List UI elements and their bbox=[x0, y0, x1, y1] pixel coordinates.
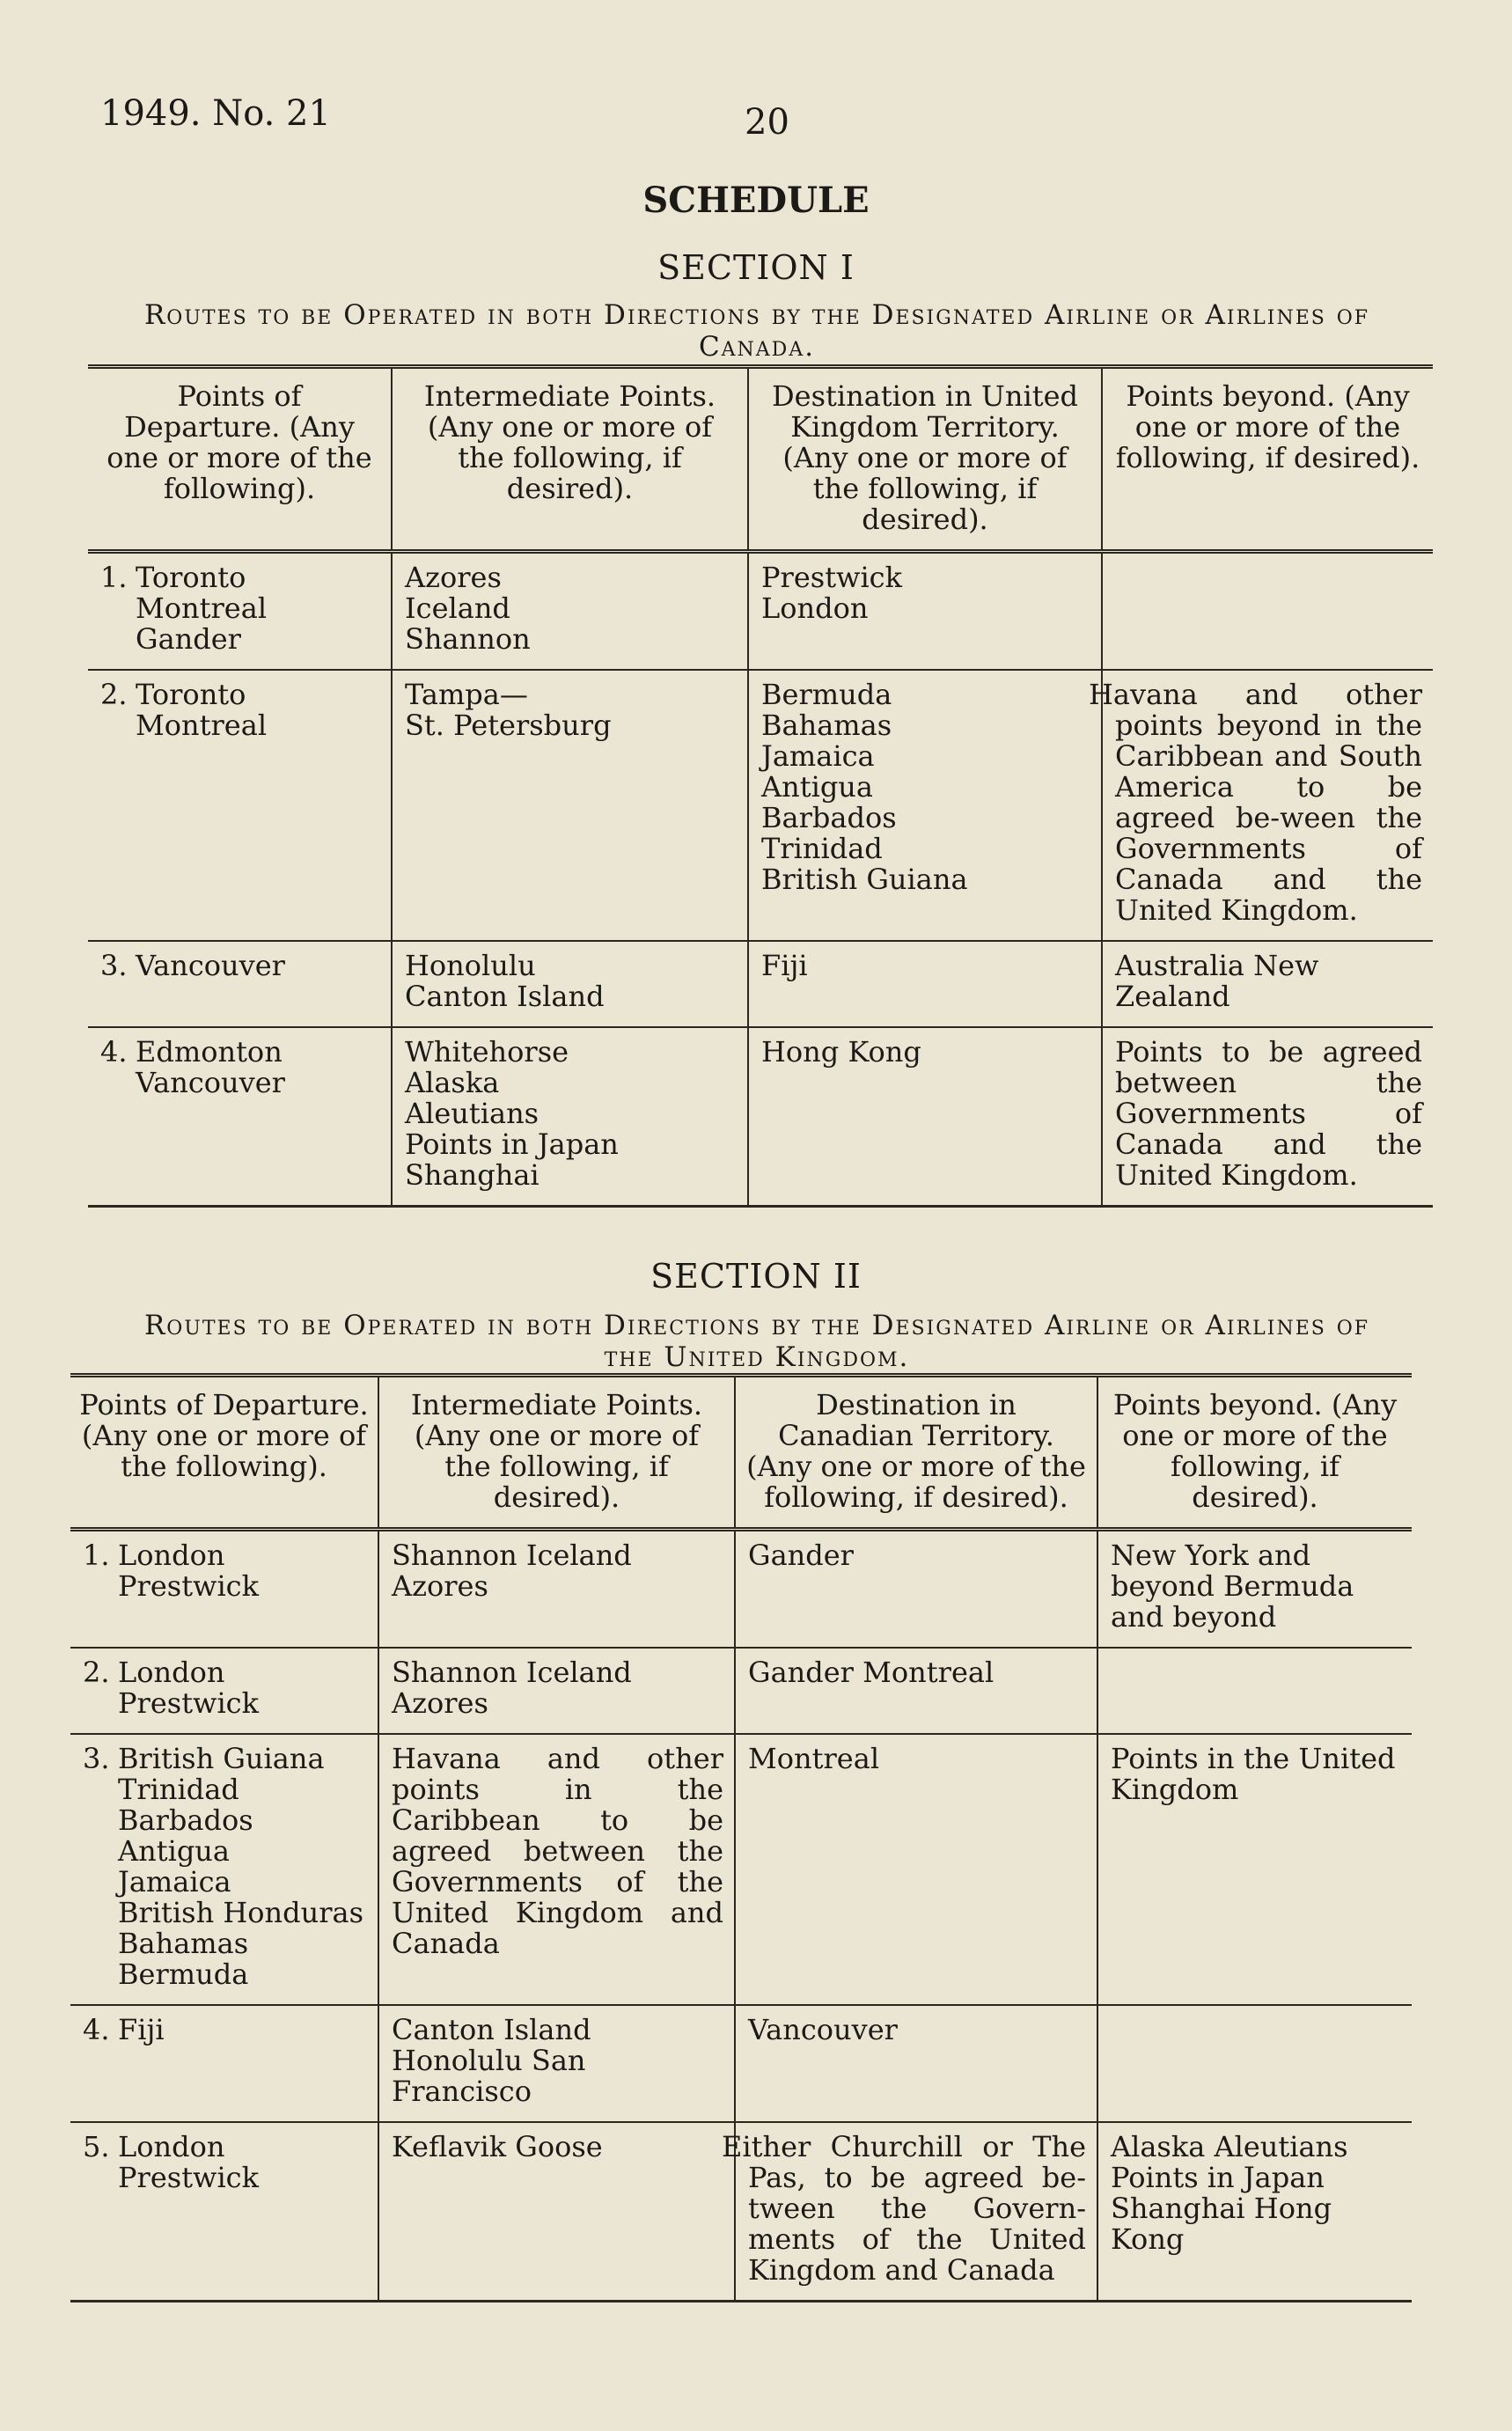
departure-point: Montreal bbox=[136, 709, 268, 742]
departure-point: Prestwick bbox=[118, 2161, 259, 2194]
departure-cell bbox=[70, 1734, 378, 2005]
header-intermediate: Intermediate Points. (Any one or more of the following, if desired). bbox=[378, 1376, 735, 1530]
departure-point: Vancouver bbox=[136, 949, 285, 982]
intermediate-point: Tampa— bbox=[405, 678, 528, 711]
departure-point: British Honduras bbox=[118, 1896, 364, 1929]
row-number: 4. bbox=[100, 1035, 128, 1069]
table-row bbox=[88, 552, 1433, 671]
intermediate-point: Azores bbox=[405, 561, 502, 594]
departure-cell bbox=[88, 552, 392, 671]
destination-point: Barbados bbox=[761, 801, 897, 834]
departure-point: Montreal bbox=[136, 591, 268, 625]
intermediate-cell: Shannon Iceland Azores bbox=[378, 1530, 735, 1649]
beyond-cell: Australia New Zealand bbox=[1102, 941, 1433, 1027]
departure-cell bbox=[70, 1530, 378, 1649]
section-1-heading: SECTION I bbox=[657, 248, 855, 287]
intermediate-cell: Canton Island Honolulu San Francisco bbox=[378, 2005, 735, 2122]
departure-point: Bermuda bbox=[118, 1957, 249, 1991]
destination-cell bbox=[748, 670, 1102, 941]
destination-cell: Gander bbox=[735, 1530, 1097, 1649]
departure-point: Antigua bbox=[118, 1834, 230, 1868]
intermediate-point: Shannon bbox=[405, 622, 531, 656]
destination-point: Trinidad bbox=[761, 832, 883, 865]
beyond-cell: Points to be agreed between the Governments of Canada and the United Kingdom. bbox=[1102, 1027, 1433, 1207]
destination-cell: Gander Montreal bbox=[735, 1648, 1097, 1734]
intermediate-point: Whitehorse bbox=[405, 1035, 569, 1069]
table-row bbox=[70, 1530, 1412, 1649]
section-1-table bbox=[88, 364, 1433, 1208]
departure-point: Toronto bbox=[136, 678, 246, 711]
departure-point: Jamaica bbox=[118, 1865, 231, 1899]
departure-point: Fiji bbox=[118, 2013, 165, 2046]
row-number: 3. bbox=[83, 1742, 110, 1775]
running-header: 1949. No. 21 bbox=[100, 93, 331, 134]
intermediate-point: St. Petersburg bbox=[405, 709, 612, 742]
beyond-cell: Havana and other points beyond in the Caribbean and South America to be agreed be-ween the Governments of Canada and the United Kingdom. bbox=[1102, 670, 1433, 941]
row-number: 3. bbox=[100, 949, 128, 982]
header-beyond: Points beyond. (Any one or more of the following, if desired). bbox=[1102, 367, 1433, 552]
intermediate-point: Aleutians bbox=[405, 1097, 539, 1130]
header-beyond: Points beyond. (Any one or more of the following, if desired). bbox=[1097, 1376, 1412, 1530]
table-row bbox=[88, 941, 1433, 1027]
row-number: 1. bbox=[100, 561, 128, 594]
header-destination: Destination in Canadian Territory. (Any one or more of the following, if desired). bbox=[735, 1376, 1097, 1530]
departure-point: British Guiana bbox=[118, 1742, 325, 1775]
table-header-row bbox=[88, 367, 1433, 552]
departure-point: Gander bbox=[136, 622, 241, 656]
destination-cell bbox=[748, 552, 1102, 671]
departure-cell bbox=[70, 2122, 378, 2302]
destination-point: Antigua bbox=[761, 770, 873, 804]
departure-cell bbox=[70, 2005, 378, 2122]
destination-point: British Guiana bbox=[761, 863, 968, 896]
beyond-cell: Alaska Aleutians Points in Japan Shanghai Hong Kong bbox=[1097, 2122, 1412, 2302]
intermediate-point: Points in Japan bbox=[405, 1127, 619, 1161]
beyond-cell: New York and beyond Bermuda and beyond bbox=[1097, 1530, 1412, 1649]
departure-point: Vancouver bbox=[136, 1066, 285, 1099]
destination-point: Bermuda bbox=[761, 678, 892, 711]
destination-cell: Either Churchill or The Pas, to be agreed be-tween the Govern-ments of the United Kingdom and Canada bbox=[735, 2122, 1097, 2302]
table-row bbox=[88, 670, 1433, 941]
intermediate-point: Alaska bbox=[405, 1066, 500, 1099]
page-title: SCHEDULE bbox=[642, 180, 870, 221]
destination-cell bbox=[748, 1027, 1102, 1207]
section-2-caption: Routes to be Operated in both Directions by the Designated Airline or Airlines of the United Kingdom. bbox=[143, 1310, 1370, 1373]
beyond-cell bbox=[1097, 2005, 1412, 2122]
section-2-heading: SECTION II bbox=[650, 1257, 862, 1296]
destination-cell: Montreal bbox=[735, 1734, 1097, 2005]
header-departure: Points of Departure. (Any one or more of the following). bbox=[79, 1388, 369, 1483]
destination-cell bbox=[748, 941, 1102, 1027]
intermediate-cell bbox=[392, 552, 748, 671]
intermediate-point: Iceland bbox=[405, 591, 510, 625]
departure-point: Prestwick bbox=[118, 1569, 259, 1603]
beyond-cell bbox=[1102, 552, 1433, 671]
table-row bbox=[88, 1027, 1433, 1207]
departure-point: London bbox=[118, 1656, 225, 1689]
destination-point: Fiji bbox=[761, 949, 808, 982]
row-number: 2. bbox=[100, 678, 128, 711]
departure-point: Toronto bbox=[136, 561, 246, 594]
departure-cell bbox=[88, 941, 392, 1027]
beyond-cell bbox=[1097, 1648, 1412, 1734]
departure-point: Trinidad bbox=[118, 1773, 239, 1806]
table-row bbox=[70, 2005, 1412, 2122]
header-departure: Points of Departure. (Any one or more of the following). bbox=[106, 379, 372, 505]
table-row bbox=[70, 2122, 1412, 2302]
departure-point: London bbox=[118, 1539, 225, 1572]
section-2-table bbox=[70, 1373, 1412, 2302]
table-row bbox=[70, 1648, 1412, 1734]
departure-cell bbox=[70, 1648, 378, 1734]
header-destination: Destination in United Kingdom Territory. (Any one or more of the following, if desired). bbox=[748, 367, 1102, 552]
departure-point: London bbox=[118, 2130, 225, 2163]
page-number: 20 bbox=[745, 102, 789, 143]
intermediate-cell bbox=[392, 941, 748, 1027]
intermediate-cell bbox=[392, 670, 748, 941]
table-header-row bbox=[70, 1376, 1412, 1530]
destination-cell: Vancouver bbox=[735, 2005, 1097, 2122]
intermediate-cell: Keflavik Goose bbox=[378, 2122, 735, 2302]
intermediate-cell bbox=[392, 1027, 748, 1207]
row-number: 4. bbox=[83, 2013, 110, 2046]
destination-point: Hong Kong bbox=[761, 1035, 921, 1069]
departure-point: Prestwick bbox=[118, 1686, 259, 1720]
header-intermediate: Intermediate Points. (Any one or more of the following, if desired). bbox=[392, 367, 748, 552]
departure-cell bbox=[88, 1027, 392, 1207]
intermediate-point: Canton Island bbox=[405, 980, 605, 1013]
intermediate-cell: Shannon Iceland Azores bbox=[378, 1648, 735, 1734]
intermediate-point: Shanghai bbox=[405, 1158, 539, 1192]
departure-point: Bahamas bbox=[118, 1927, 249, 1960]
intermediate-point: Honolulu bbox=[405, 949, 536, 982]
table-row bbox=[70, 1734, 1412, 2005]
departure-point: Barbados bbox=[118, 1803, 253, 1837]
destination-point: Jamaica bbox=[761, 739, 875, 773]
beyond-cell: Points in the United Kingdom bbox=[1097, 1734, 1412, 2005]
row-number: 1. bbox=[83, 1539, 110, 1572]
departure-cell bbox=[88, 670, 392, 941]
destination-point: Prestwick bbox=[761, 561, 902, 594]
destination-point: London bbox=[761, 591, 869, 625]
intermediate-cell: Havana and other points in the Caribbean to be agreed between the Governments of the United Kingdom and Canada bbox=[378, 1734, 735, 2005]
destination-point: Bahamas bbox=[761, 709, 892, 742]
row-number: 2. bbox=[83, 1656, 110, 1689]
section-1-caption: Routes to be Operated in both Directions by the Designated Airline or Airlines of Canada. bbox=[143, 299, 1370, 363]
departure-point: Edmonton bbox=[136, 1035, 283, 1069]
row-number: 5. bbox=[83, 2130, 110, 2163]
